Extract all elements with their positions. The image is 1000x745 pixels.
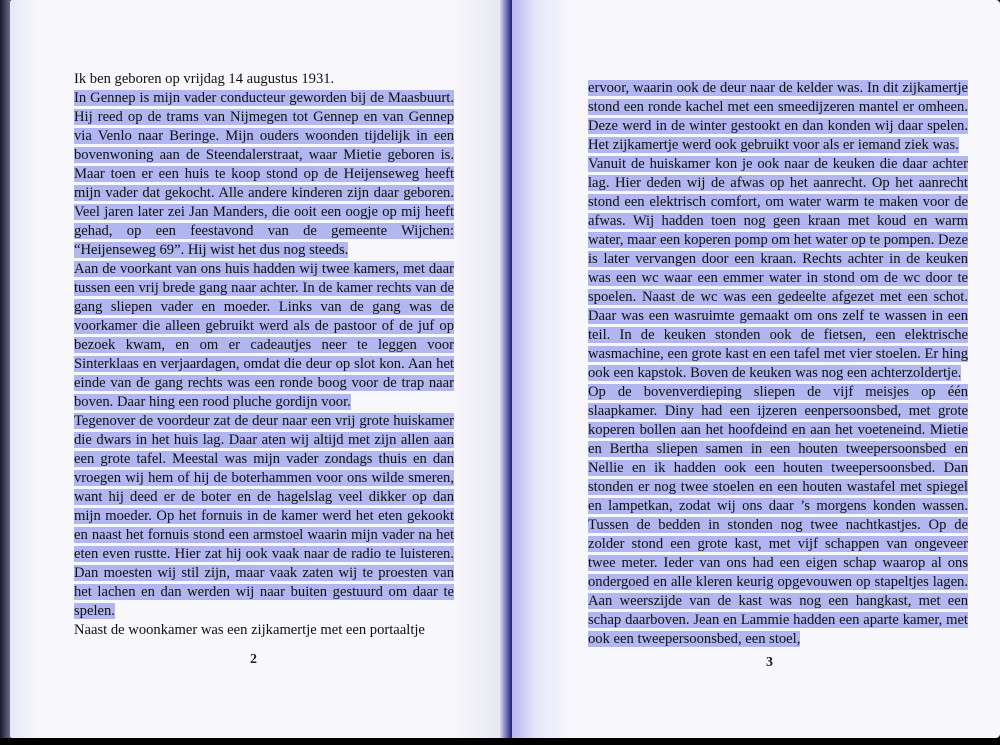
paragraph bbox=[588, 79, 968, 155]
page-number: 3 bbox=[766, 655, 773, 670]
highlighted-paragraph-text: Aan de voorkant van ons huis hadden wij twee kamers, met daar tussen een vrij brede gang naar achter. In de kamer rechts van de gang sliepen vader en moeder. Links van de gang was de voorkamer die alleen gebruikt werd als de pastoor of de juf op bezoek kwam, en om er cadeautjes neer te leggen voor Sinterklaas en verjaardagen, omdat die deur op slot kon. Aan het einde van de gang rechts was een ronde boog voor de trap naar boven. Daar hing een rood pluche gordijn voor. bbox=[74, 261, 454, 410]
highlighted-paragraph-text: Tegenover de voordeur zat de deur naar een vrij grote huiskamer die dwars in het huis lag. Daar aten wij altijd met zijn allen aan een grote tafel. Meestal was mijn vader zondags thuis en dan vroegen wij hem of hij de boterhammen voor ons wilde smeren, want hij deed er de boter en de hagelslag veel dikker op dan mijn moeder. Op het fornuis in de kamer werd het eten gekookt en naast het fornuis stond een armstoel waarin mijn vader na het eten even rustte. Hier zat hij ook vaak naar de radio te luisteren. Dan moesten wij stil zijn, maar vaak zaten wij te proesten van het lachen en dan werden wij naar buiten gestuurd om daar te spelen. bbox=[74, 413, 454, 619]
paragraph bbox=[74, 260, 454, 412]
highlighted-paragraph-text: Vanuit de huiskamer kon je ook naar de keuken die daar achter lag. Hier deden wij de afwas op het aanrecht. Op het aanrecht stond een elektrisch comfort, om water warm te maken voor de afwas. Wij hadden toen nog geen kraan met koud en warm water, maar een koperen pomp om het water op te pompen. Deze is later vervangen door een kraan. Rechts achter in de keuken was een wc waar een emmer water in stond om de wc door te spoelen. Naast de wc was een gedeelte afgezet met een schot. Daar was een wasruimte gemaakt om ons zelf te wassen in een teil. In de keuken stonden ook de fietsen, een elektrische wasmachine, een grote kast en een tafel met vier stoelen. Er hing ook een kapstok. Boven de keuken was nog een achterzoldertje. bbox=[588, 156, 968, 381]
paragraph-text: Ik ben geboren op vrijdag 14 augustus 1931. bbox=[74, 71, 335, 87]
book-edge bbox=[0, 0, 10, 745]
paragraph bbox=[588, 383, 968, 649]
highlighted-paragraph-text: In Gennep is mijn vader conducteur geworden bij de Maasbuurt. Hij reed op de trams van Nijmegen tot Gennep en van Gennep via Venlo naar Beringe. Mijn ouders woonden tijdelijk in een bovenwoning aan de Steendalerstraat, waar Mietie geboren is. Maar toen er een huis te koop stond op de Heijenseweg heeft mijn vader dat gekocht. Alle andere kinderen zijn daar geboren. Veel jaren later zei Jan Manders, die ooit een oogje op mij heeft gehad, op een feestavond van de gemeente Wijchen: “Heijenseweg 69”. Hij wist het dus nog steeds. bbox=[74, 90, 454, 258]
highlighted-paragraph-text: ervoor, waarin ook de deur naar de kelder was. In dit zijkamertje stond een ronde kachel met een smeedijzeren mantel er omheen. Deze werd in de winter gestookt en dan konden wij daar spelen. Het zijkamertje werd ook gebruikt voor als er iemand ziek was. bbox=[588, 80, 968, 153]
paragraph bbox=[74, 412, 454, 621]
paragraph bbox=[74, 89, 454, 260]
paragraph bbox=[74, 70, 454, 89]
left-page-text bbox=[74, 70, 454, 640]
paragraph bbox=[588, 155, 968, 383]
left-page bbox=[10, 0, 510, 738]
right-page-text bbox=[588, 79, 968, 649]
right-page bbox=[512, 0, 1000, 738]
page-number: 2 bbox=[250, 652, 257, 667]
highlighted-paragraph-text: Op de bovenverdieping sliepen de vijf meisjes op één slaapkamer. Diny had een ijzeren eenpersoonsbed, met grote koperen bollen aan het hoofdeind en aan het voeteneind. Mietie en Bertha sliepen samen in een houten tweepersoonsbed en Nellie en ik hadden ook een houten tweepersoonsbed. Dan stonden er nog twee stoelen en een houten wastafel met spiegel en lampetkan, zodat wij ons daar ’s morgens konden wassen. Tussen de bedden in stonden nog twee nachtkastjes. Op de zolder stond een grote kast, met vijf schappen van ongeveer twee meter. Ieder van ons had een eigen schap waarop al ons ondergoed en alle kleren keurig opgevouwen op stapeltjes lagen. Aan weerszijde van de kast was nog een hangkast, met een schap daarboven. Jean en Lammie hadden een aparte kamer, met ook een tweepersoonsbed, een stoel, bbox=[588, 384, 968, 647]
bottom-shadow bbox=[0, 738, 1000, 745]
paragraph-text: Naast de woonkamer was een zijkamertje met een portaaltje bbox=[74, 622, 425, 638]
paragraph bbox=[74, 621, 454, 640]
